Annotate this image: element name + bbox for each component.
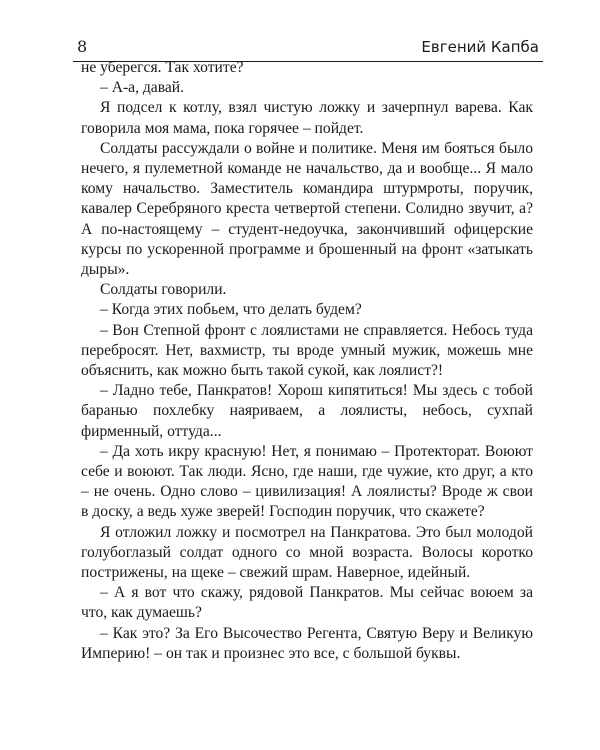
paragraph: Я отложил ложку и посмотрел на Панкратова. Это был молодой голубоглазый солдат одного со мной возраста. Волосы коротко пострижены, на щеке – свежий шрам. Наверное, идейный. xyxy=(81,523,533,582)
paragraph: Солдаты говорили. xyxy=(100,281,227,299)
paragraph: – Вон Степной фронт с лоялистами не справляется. Небось туда перебросят. Нет, вахмистр, ты вроде умный мужик, можешь мне объяснить, как можно быть такой сукой, как лоялист?! xyxy=(81,321,533,380)
paragraph: – Как это? За Его Высочество Регента, Святую Веру и Великую Империю! – он так и произнес это все, с большой буквы. xyxy=(81,624,533,662)
paragraph: – Когда этих побьем, что делать будем? xyxy=(100,301,362,319)
paragraph: – Ладно тебе, Панкратов! Хорош кипятиться! Мы здесь с тобой баранью похлебку наяриваем, а лоялисты, небось, сухпай фирменный, оттуда... xyxy=(81,382,533,440)
paragraph: Солдаты рассуждали о войне и политике. Меня им бояться было нечего, я пулеметной команде не начальство, да и вообще... Я мало кому начальство. Заместитель командира штурмроты, поручик, кавалер Серебряного креста четвертой степени. Солидно звучит, а? А по-настоящему – студент-недоучка, закончивший офицерские курсы по ускоренной программе и брошенный на фронт «затыкать дыры». xyxy=(81,139,533,279)
author-running-head: Евгений Капба xyxy=(421,38,539,56)
paragraph-continued: не уберегся. Так хотите? xyxy=(81,59,244,76)
paragraph: – Да хоть икру красную! Нет, я понимаю – Протекторат. Воюют себе и воюют. Так люди. Ясно, где наши, где чужие, кто друг, а кто – не очень. Одно слово – цивилизация! А лоялисты? Вроде ж свои в доску, а ведь хуже зверей! Господин поручик, что скажете? xyxy=(81,442,533,521)
paragraph: – А я вот что скажу, рядовой Панкратов. Мы сейчас воюем за что, как думаешь? xyxy=(81,584,533,622)
body-text xyxy=(81,58,533,664)
page-number: 8 xyxy=(77,37,88,56)
paragraph: Я подсел к котлу, взял чистую ложку и зачерпнул варева. Как говорила моя мама, пока горячее – пойдет. xyxy=(81,99,533,137)
paragraph: – А-а, давай. xyxy=(100,79,185,97)
